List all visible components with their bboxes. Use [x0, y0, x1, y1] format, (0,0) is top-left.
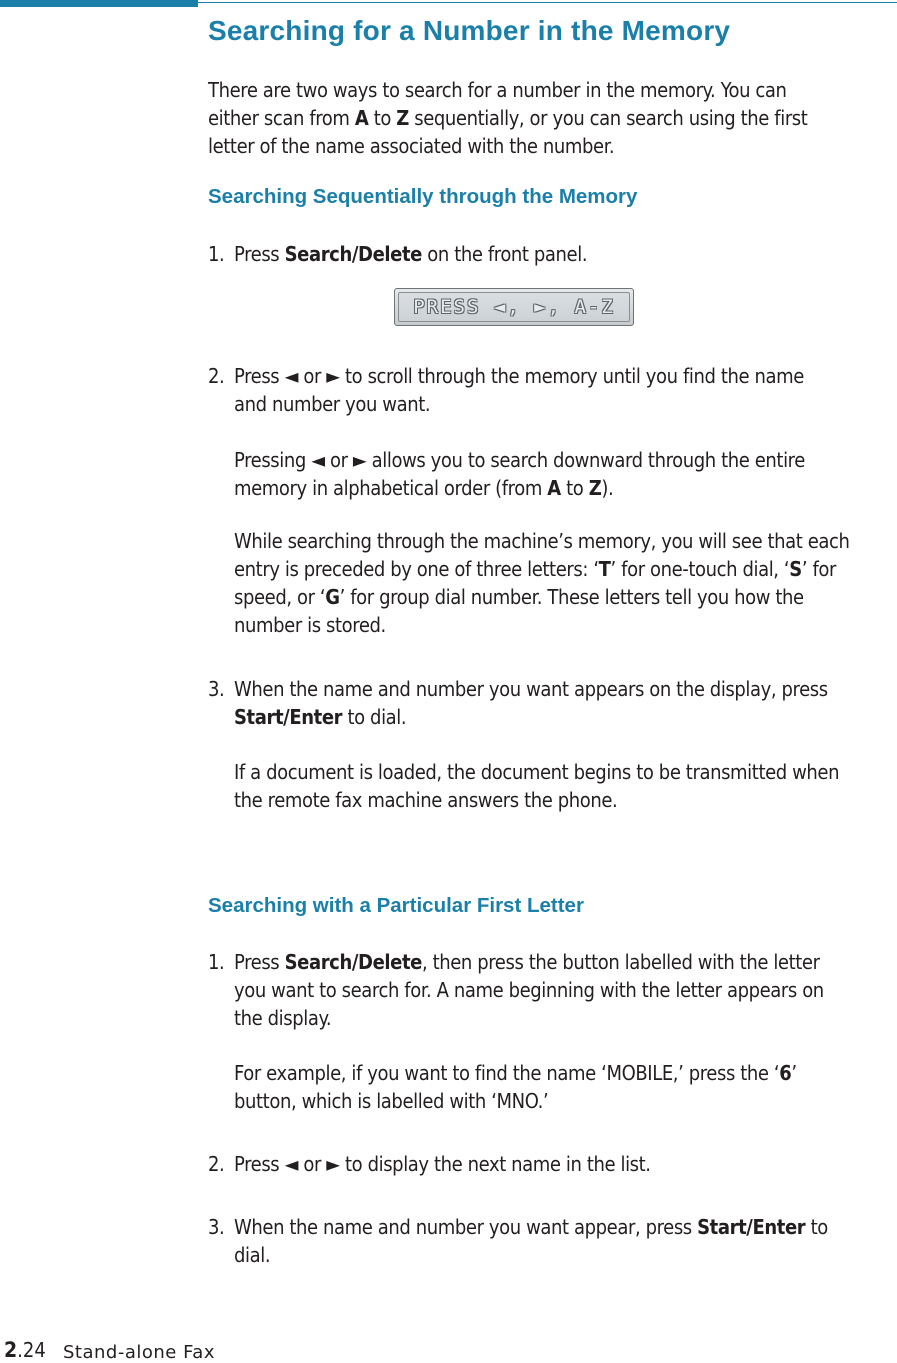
- seq-step-3-note: If a document is loaded, the document begins to be transmitted when the remote fax machine answers the phone.: [234, 760, 840, 812]
- lcd-display: [394, 288, 634, 326]
- letter-step-3: 3. When the name and number you want appear, press Start/Enter to dial.: [208, 1215, 828, 1267]
- section-heading-sequential: Searching Sequentially through the Memory: [208, 185, 638, 208]
- letter-step-1-example: For example, if you want to find the name ‘MOBILE,’ press the ‘6’ button, which is labelled with ‘MNO.’: [234, 1061, 797, 1113]
- seq-step-1: 1. Press Search/Delete on the front panel.: [208, 242, 588, 266]
- letter-step-1: 1. Press Search/Delete, then press the button labelled with the letter you want to search for. A name beginning with the letter appears on the display.: [208, 950, 824, 1030]
- letter-step-2: 2. Press ◄ or ► to display the next name in the list.: [208, 1152, 651, 1176]
- seq-step-2-note-2: While searching through the machine’s memory, you will see that each entry is preceded by one of three letters: ‘T’ for one-touch dial, ‘S’ for speed, or ‘G’ for group dial number. These letters tell you how the number is stored.: [234, 529, 850, 637]
- header-rule: [198, 2, 897, 3]
- seq-step-3: 3. When the name and number you want appears on the display, press Start/Enter to dial.: [208, 677, 828, 729]
- chapter-title: Stand-alone Fax: [63, 1342, 215, 1363]
- lcd-display-text: PRESS ◄, ►, A-Z: [398, 292, 630, 322]
- intro-paragraph: There are two ways to search for a number in the memory. You can either scan from A to Z sequentially, or you can search using the first letter of the name associated with the number.: [208, 78, 808, 158]
- page-number: 2.24: [4, 1338, 46, 1362]
- page-title: Searching for a Number in the Memory: [208, 15, 731, 46]
- seq-step-2: 2. Press ◄ or ► to scroll through the memory until you find the name and number you want.: [208, 364, 804, 416]
- section-heading-first-letter: Searching with a Particular First Letter: [208, 894, 584, 917]
- seq-step-2-note-1: Pressing ◄ or ► allows you to search downward through the entire memory in alphabetical order (from A to Z).: [234, 448, 805, 500]
- header-accent-bar: [0, 0, 198, 7]
